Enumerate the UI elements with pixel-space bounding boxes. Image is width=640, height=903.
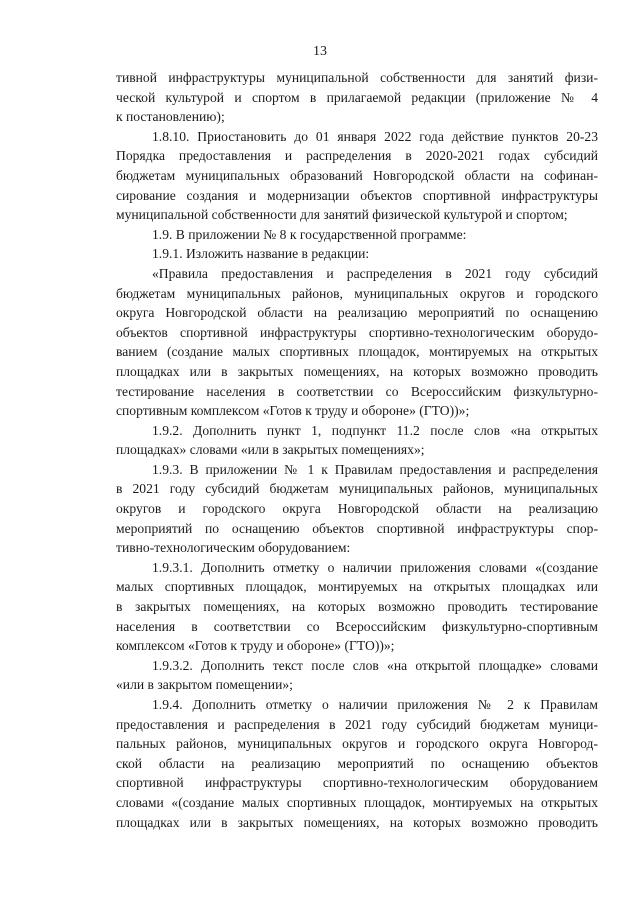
text-line: мероприятий по оснащению объектов спортивной инфраструктуры спор- — [116, 520, 598, 536]
text-line: 1.9.2. Дополнить пункт 1, подпункт 11.2 после слов «на открытых — [152, 422, 598, 438]
text-line: муниципальной собственности для занятий физической культурой и спортом; — [116, 207, 568, 223]
text-line: ческой культурой и спортом в прилагаемой редакции (приложение № 4 — [116, 89, 598, 105]
text-line: 1.9.4. Дополнить отметку о наличии приложения № 2 к Правилам — [152, 697, 598, 712]
text-line: спортивным комплексом «Готов к труду и обороне» (ГТО))»; — [116, 403, 470, 419]
text-line: площадках» словами «или в закрытых помещениях»; — [116, 442, 425, 458]
text-line: в закрытых помещениях, на которых возможно проводить тестирование — [116, 599, 598, 615]
text-line: словами «(создание малых спортивных площадок, монтируемых на открытых — [116, 794, 598, 810]
text-line: предоставления и распределения в 2021 году субсидий бюджетам муници- — [116, 716, 598, 732]
text-line: «или в закрытом помещении»; — [116, 677, 293, 693]
text-line: ванием (создание малых спортивных площадок, монтируемых на открытых — [116, 344, 598, 360]
text-line: комплексом «Готов к труду и обороне» (ГТО))»; — [116, 638, 395, 654]
text-line: «Правила предоставления и распределения в 2021 году субсидий — [152, 265, 598, 281]
text-line: объектов спортивной инфраструктуры спортивно-технологическим оборудо- — [116, 324, 598, 340]
text-line: 1.9. В приложении № 8 к государственной программе: — [152, 226, 467, 242]
text-line: 1.9.3.1. Дополнить отметку о наличии приложения словами «(создание — [152, 559, 598, 575]
text-line: округов и городского округа Новгородской области на реализацию — [116, 501, 598, 517]
text-line: спортивной инфраструктуры спортивно-технологическим оборудованием — [116, 775, 598, 791]
text-line: сирование создания и модернизации объектов спортивной инфраструктуры — [116, 187, 598, 203]
text-line: в 2021 году субсидий бюджетам муниципальных районов, муниципальных — [116, 481, 598, 497]
text-line: к постановлению); — [116, 109, 225, 125]
text-line: округа Новгородской области на реализацию мероприятий по оснащению — [116, 305, 598, 321]
text-line: 1.9.1. Изложить название в редакции: — [152, 246, 370, 262]
text-line: 1.9.3. В приложении № 1 к Правилам предоставления и распределения — [152, 461, 598, 477]
text-line: малых спортивных площадок, монтируемых на открытых площадках или — [116, 579, 598, 595]
text-line: ской области на реализацию мероприятий по оснащению объектов — [116, 755, 598, 771]
text-line: тивно-технологическим оборудованием: — [116, 540, 351, 556]
text-line: населения в соответствии со Всероссийским физкультурно-спортивным — [116, 618, 598, 634]
text-line: пальных районов, муниципальных округов и городского округа Новгород- — [116, 736, 598, 752]
page-number: 13 — [313, 44, 327, 59]
text-line: площадках или в закрытых помещениях, на которых возможно проводить — [116, 363, 598, 379]
text-line: тивной инфраструктуры муниципальной собственности для занятий физи- — [116, 70, 598, 85]
text-line: Порядка предоставления и распределения в 2020-2021 годах субсидий — [116, 148, 598, 164]
text-line: бюджетам муниципальных районов, муниципальных округов и городского — [116, 285, 598, 301]
text-line: 1.8.10. Приостановить до 01 января 2022 года действие пунктов 20-23 — [152, 128, 598, 144]
text-line: бюджетам муниципальных образований Новгородской области на софинан- — [116, 167, 598, 183]
text-line: 1.9.3.2. Дополнить текст после слов «на открытой площадке» словами — [152, 657, 598, 673]
text-line: тестирование населения в соответствии со Всероссийским физкультурно- — [116, 383, 598, 399]
text-line: площадках или в закрытых помещениях, на которых возможно проводить — [116, 814, 598, 830]
document-body — [116, 68, 598, 832]
